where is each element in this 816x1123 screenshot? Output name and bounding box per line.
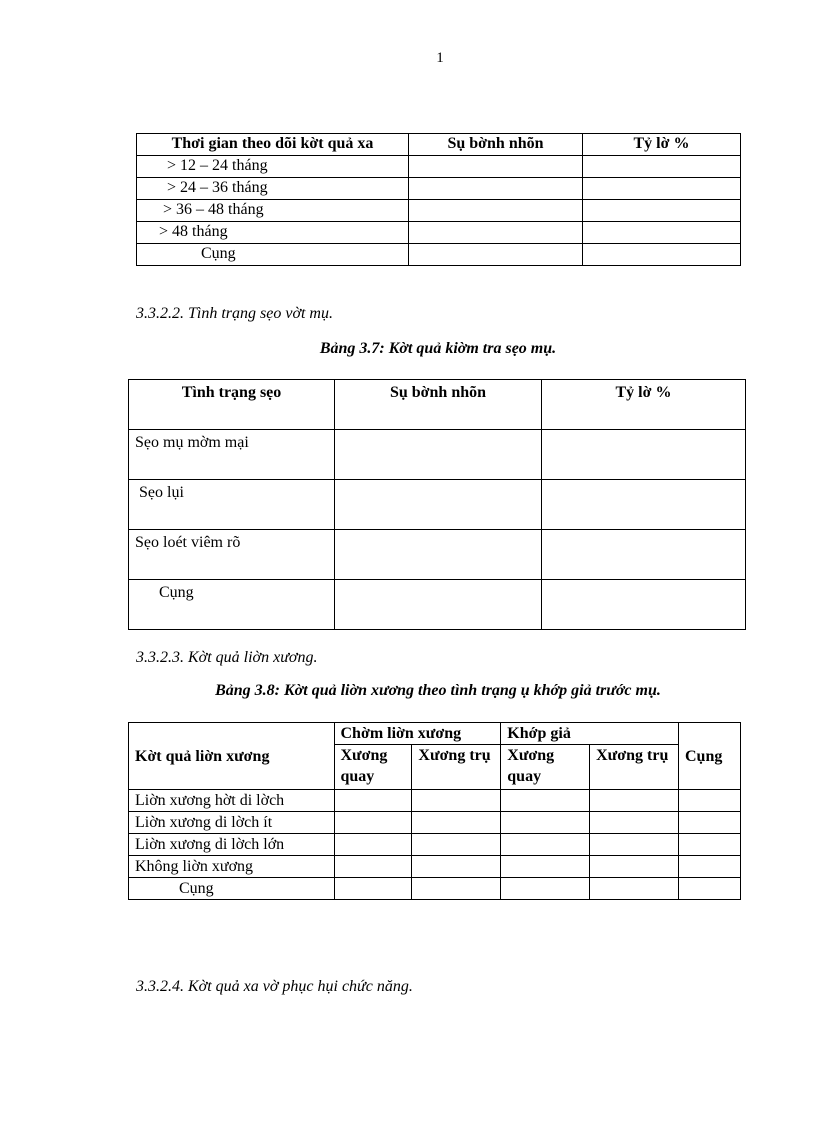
table-row bbox=[129, 530, 746, 580]
table1-row-label: > 24 – 36 tháng bbox=[137, 178, 409, 200]
section-heading-3-3-2-2: 3.3.2.2. Tình trạng sẹo vờt mụ. bbox=[136, 305, 333, 322]
table2-header-percent: Tỷ lờ % bbox=[542, 380, 746, 430]
table1-row-label: > 12 – 24 tháng bbox=[137, 156, 409, 178]
table3-header-result: Kờt quả liờn xương bbox=[129, 723, 335, 790]
table2-header-scar: Tình trạng sẹo bbox=[129, 380, 335, 430]
table-row bbox=[129, 580, 746, 630]
table1-header-percent: Tỷ lờ % bbox=[583, 134, 741, 156]
table1-row-label: > 48 tháng bbox=[137, 222, 409, 244]
table-caption-3-8: Bảng 3.8: Kờt quả liờn xương theo tình trạng ụ khớp giả trước mụ. bbox=[215, 682, 661, 699]
table-row bbox=[137, 244, 741, 266]
table-row bbox=[137, 200, 741, 222]
table1-row-label: Cụng bbox=[137, 244, 409, 266]
table-row bbox=[137, 178, 741, 200]
table3-sub-ulna: Xương trụ bbox=[412, 745, 501, 790]
table2-row-label: Sẹo lụi bbox=[129, 480, 335, 530]
table-row bbox=[137, 156, 741, 178]
table3-sub-radius: Xương quay bbox=[501, 745, 590, 790]
table3-row-label: Không liờn xương bbox=[129, 856, 335, 878]
table-row bbox=[129, 834, 741, 856]
table1-header-time: Thơi gian theo dõi kờt quả xa bbox=[137, 134, 409, 156]
table2-row-label: Sẹo mụ mờm mại bbox=[129, 430, 335, 480]
table3-row-label: Liờn xương hờt di lờch bbox=[129, 790, 335, 812]
table-row bbox=[129, 856, 741, 878]
table-row bbox=[129, 812, 741, 834]
table-row bbox=[137, 222, 741, 244]
table2-row-label: Sẹo loét viêm rõ bbox=[129, 530, 335, 580]
table1-row-label: > 36 – 48 tháng bbox=[137, 200, 409, 222]
table3-row-label: Cụng bbox=[129, 878, 335, 900]
table2-row-label: Cụng bbox=[129, 580, 335, 630]
table-row bbox=[129, 790, 741, 812]
follow-up-time-table bbox=[136, 133, 741, 266]
section-heading-3-3-2-3: 3.3.2.3. Kờt quả liờn xương. bbox=[136, 649, 318, 666]
table-row bbox=[129, 878, 741, 900]
table-row bbox=[129, 430, 746, 480]
page-number: 1 bbox=[436, 50, 444, 66]
table3-row-label: Liờn xương di lờch lớn bbox=[129, 834, 335, 856]
table3-row-label: Liờn xương di lờch ít bbox=[129, 812, 335, 834]
table1-header-patients: Sụ bờnh nhõn bbox=[409, 134, 583, 156]
table3-sub-ulna: Xương trụ bbox=[590, 745, 679, 790]
bone-union-table bbox=[128, 722, 741, 900]
table3-header-group-pseudarthrosis: Khớp giả bbox=[501, 723, 679, 745]
table3-sub-radius: Xương quay bbox=[334, 745, 412, 790]
scar-status-table bbox=[128, 379, 746, 630]
table2-header-patients: Sụ bờnh nhõn bbox=[335, 380, 542, 430]
table3-header-total: Cụng bbox=[678, 723, 740, 790]
table-row bbox=[129, 480, 746, 530]
section-heading-3-3-2-4: 3.3.2.4. Kờt quả xa vờ phục hụi chức năng. bbox=[136, 978, 413, 995]
table-caption-3-7: Bảng 3.7: Kờt quả kiờm tra sẹo mụ. bbox=[319, 340, 557, 357]
table3-header-group-delayed: Chờm liờn xương bbox=[334, 723, 501, 745]
